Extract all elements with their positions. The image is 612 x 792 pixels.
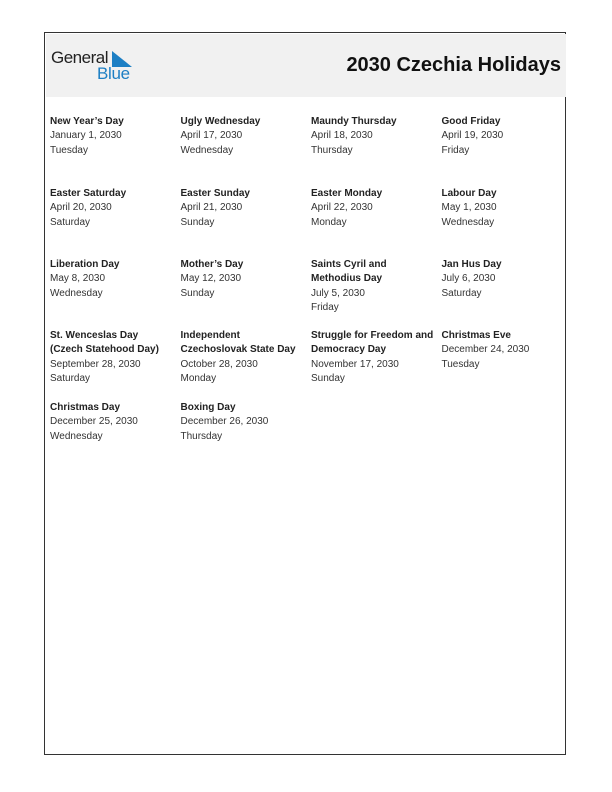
holiday-name: Ugly Wednesday <box>180 116 261 127</box>
holiday-name: Christmas Day <box>50 402 121 413</box>
holiday-entry <box>181 115 309 158</box>
holiday-weekday: Sunday <box>311 372 345 384</box>
holiday-weekday: Monday <box>180 372 217 384</box>
holiday-weekday: Tuesday <box>441 358 480 370</box>
holiday-entry <box>442 187 570 230</box>
holiday-date: December 25, 2030 <box>50 416 138 428</box>
holiday-entry <box>50 329 172 386</box>
logo-text-blue: Blue <box>97 64 130 83</box>
holiday-date: April 18, 2030 <box>311 130 373 142</box>
holiday-date: April 20, 2030 <box>50 202 112 214</box>
holiday-entry <box>311 187 439 230</box>
holiday-date: December 26, 2030 <box>180 416 269 428</box>
holiday-name: Boxing Day <box>180 402 236 413</box>
holiday-weekday: Wednesday <box>441 216 495 228</box>
holiday-date: September 28, 2030 <box>50 358 141 370</box>
holiday-weekday: Wednesday <box>50 287 103 299</box>
holiday-weekday: Saturday <box>441 287 482 299</box>
holiday-weekday: Saturday <box>50 372 91 384</box>
page-title: 2030 Czechia Holidays <box>346 54 561 76</box>
holiday-name: Maundy Thursday <box>311 116 397 127</box>
holiday-date: May 8, 2030 <box>50 273 106 285</box>
holiday-date: October 28, 2030 <box>180 358 258 370</box>
holiday-name: Mother’s Day <box>180 259 244 270</box>
holiday-date: November 17, 2030 <box>311 358 399 370</box>
holiday-entry <box>50 187 178 230</box>
generalblue-logo <box>51 49 141 85</box>
holiday-weekday: Wednesday <box>50 430 103 442</box>
holiday-weekday: Monday <box>311 216 347 228</box>
holiday-name: Easter Saturday <box>50 188 127 199</box>
holiday-entry <box>311 258 421 315</box>
holiday-name: St. Wenceslas Day (Czech Statehood Day) <box>50 330 159 356</box>
holiday-entry <box>442 258 570 301</box>
holiday-weekday: Wednesday <box>180 144 234 156</box>
holiday-weekday: Saturday <box>50 216 91 228</box>
holiday-weekday: Tuesday <box>50 144 88 156</box>
page-header <box>46 34 566 97</box>
holiday-entry <box>442 115 570 158</box>
holiday-name: Liberation Day <box>50 259 120 270</box>
holiday-entry <box>311 115 439 158</box>
holiday-weekday: Friday <box>311 301 339 313</box>
holiday-date: April 19, 2030 <box>441 130 504 142</box>
holiday-entry <box>181 258 309 301</box>
holiday-date: July 6, 2030 <box>441 273 496 285</box>
holiday-name: Struggle for Freedom and Democracy Day <box>311 330 434 356</box>
holiday-entry <box>50 258 178 301</box>
holiday-entry <box>181 401 309 444</box>
holiday-entry <box>181 187 309 230</box>
holiday-name: Christmas Eve <box>441 330 511 341</box>
holiday-entry <box>442 329 570 372</box>
holiday-weekday: Thursday <box>311 144 353 156</box>
holiday-weekday: Sunday <box>180 216 215 228</box>
holiday-name: Saints Cyril and Methodius Day <box>311 259 387 285</box>
holiday-date: April 21, 2030 <box>180 202 243 214</box>
holiday-name: Easter Monday <box>311 188 383 199</box>
holiday-name: Easter Sunday <box>180 188 250 199</box>
holiday-weekday: Sunday <box>180 287 215 299</box>
holiday-name: Good Friday <box>441 116 501 127</box>
holiday-weekday: Thursday <box>180 430 223 442</box>
holiday-date: May 12, 2030 <box>180 273 242 285</box>
holiday-name: New Year’s Day <box>50 116 124 127</box>
holiday-date: May 1, 2030 <box>441 202 497 214</box>
holiday-date: January 1, 2030 <box>50 130 122 142</box>
holiday-date: July 5, 2030 <box>311 287 365 299</box>
holiday-entry <box>311 329 439 386</box>
holiday-date: April 17, 2030 <box>180 130 243 142</box>
holiday-entry <box>50 115 178 158</box>
holiday-name: Independent Czechoslovak State Day <box>180 330 296 356</box>
holiday-name: Labour Day <box>441 188 497 199</box>
holiday-date: December 24, 2030 <box>441 344 530 356</box>
calendar-page <box>44 32 566 755</box>
holiday-entry <box>181 329 309 386</box>
logo-text-general: General <box>51 48 108 67</box>
holiday-date: April 22, 2030 <box>311 202 373 214</box>
holiday-weekday: Friday <box>441 144 470 156</box>
holiday-entry <box>50 401 178 444</box>
holiday-name: Jan Hus Day <box>441 259 502 270</box>
